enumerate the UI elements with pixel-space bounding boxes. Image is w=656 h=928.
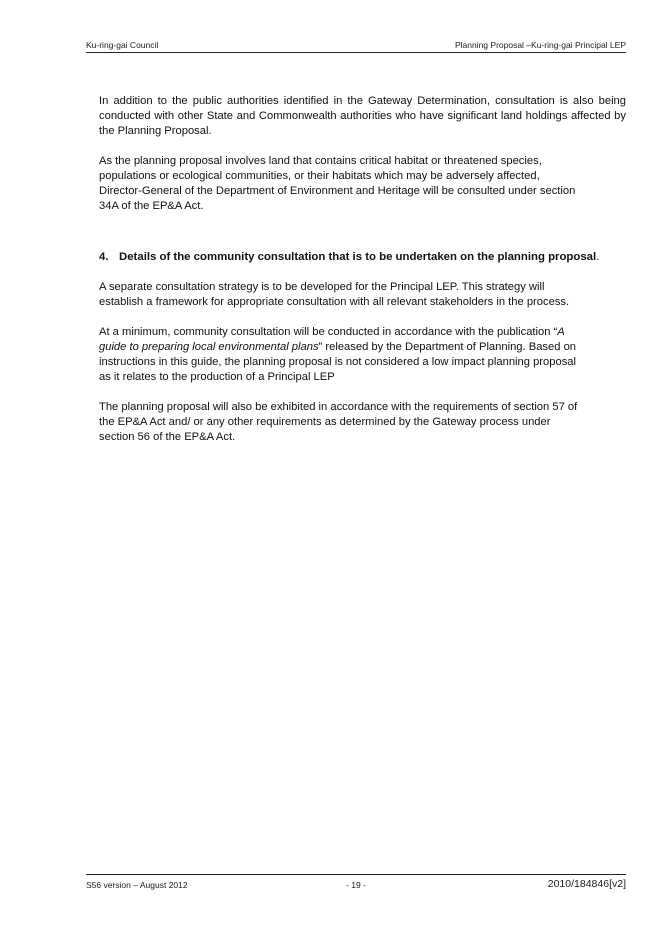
text-line: A separate consultation strategy is to be developed for the Principal LEP. This strategy will bbox=[99, 281, 545, 293]
page-header bbox=[86, 38, 626, 53]
text-line: At a minimum, community consultation will be conducted in accordance with the publication “ bbox=[99, 326, 558, 338]
section-heading bbox=[99, 250, 626, 265]
text-line: Director-General of the Department of Environment and Heritage will be consulted under section bbox=[99, 185, 576, 197]
text-line: ” released by the Department of Planning. Based on bbox=[318, 341, 577, 353]
text-line: populations or ecological communities, or their habitats which may be adversely affected, bbox=[99, 170, 540, 182]
page-body bbox=[99, 94, 626, 445]
paragraph-exhibition bbox=[99, 400, 626, 445]
text-line: as it relates to the production of a Principal LEP bbox=[99, 371, 335, 383]
text-line: As the planning proposal involves land that contains critical habitat or threatened species, bbox=[99, 155, 542, 167]
header-organisation: Ku-ring-gai Council bbox=[86, 40, 159, 50]
page-number: - 19 - bbox=[346, 880, 366, 890]
footer-version: S56 version – August 2012 bbox=[86, 880, 188, 890]
section-heading-end: . bbox=[596, 251, 600, 263]
text-line: instructions in this guide, the planning proposal is not considered a low impact planning proposal bbox=[99, 356, 577, 368]
header-document-title: Planning Proposal –Ku-ring-gai Principal LEP bbox=[454, 40, 626, 50]
paragraph-public-authorities: In addition to the public authorities identified in the Gateway Determination, consultation is also being conducted with other State and Commonwealth authorities who have significant land holdings affected by the Planning Proposal. bbox=[99, 95, 626, 137]
page-footer bbox=[86, 874, 626, 891]
publication-title: guide to preparing local environmental plans bbox=[99, 341, 319, 353]
paragraph-critical-habitat bbox=[99, 154, 626, 214]
text-line: establish a framework for appropriate consultation with all relevant stakeholders in the process. bbox=[99, 296, 570, 308]
text-line: section 56 of the EP&A Act. bbox=[99, 431, 236, 443]
section-heading-text: Details of the community consultation that is to be undertaken on the planning proposal bbox=[119, 251, 597, 263]
paragraph-consultation-strategy bbox=[99, 280, 626, 310]
publication-title-start: A bbox=[557, 326, 565, 338]
text-line: 34A of the EP&A Act. bbox=[99, 200, 204, 212]
text-line: The planning proposal will also be exhibited in accordance with the requirements of section 57 of bbox=[99, 401, 578, 413]
text-line: the EP&A Act and/ or any other requirements as determined by the Gateway process under bbox=[99, 416, 551, 428]
section-number: 4. bbox=[99, 251, 109, 263]
paragraph-minimum-consultation bbox=[99, 325, 626, 385]
document-reference: 2010/184846[v2] bbox=[547, 878, 626, 890]
